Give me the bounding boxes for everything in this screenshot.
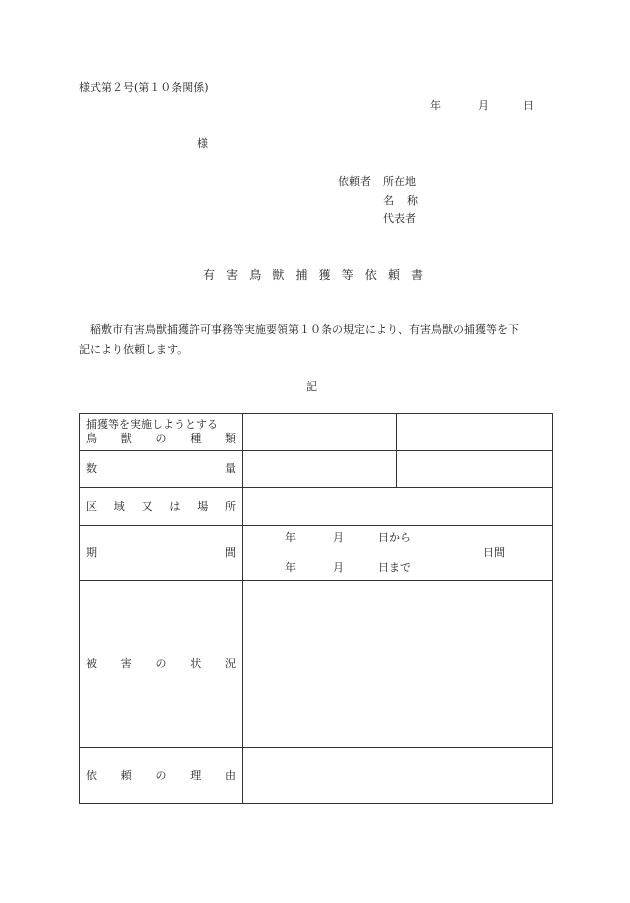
species-label-char: の [155,432,167,445]
reason-label-char: 頼 [120,768,132,782]
date-day: 日 [523,99,534,112]
species-label-char: 種 [190,432,202,445]
area-label-char: 場 [197,499,209,513]
area-row [80,488,553,526]
title-char: 獣 [272,268,285,282]
species-label-char: 獣 [120,432,132,445]
request-table [79,413,553,804]
damage-label-char: 状 [190,657,202,670]
period-to-year: 年 [285,561,296,574]
title-char: 鳥 [249,268,262,282]
quantity-label-char: 量 [225,462,236,475]
damage-label-char: 害 [120,657,132,670]
period-label [86,546,236,560]
quantity-value-cell-1[interactable] [243,451,397,488]
species-label-cell [80,414,243,451]
area-label-cell [80,488,243,526]
name-label-char: 名 [383,194,394,207]
title-char: 有 [203,268,216,282]
period-days: 日間 [483,546,505,559]
title-char: 捕 [295,268,308,282]
quantity-value-cell-2[interactable] [397,451,553,488]
area-label-char: は [169,499,181,513]
period-value-cell[interactable] [243,526,553,581]
period-label-char: 期 [86,546,97,559]
reason-label-cell [80,748,243,804]
ki-heading: 記 [306,380,317,393]
area-label-char: 又 [141,499,153,513]
period-label-cell [80,526,243,581]
title-char: 書 [410,268,423,282]
period-row [80,526,553,581]
addressee-suffix: 様 [197,137,208,150]
damage-label-char: 被 [86,657,97,670]
document-title [203,268,423,282]
species-label-char: 鳥 [86,432,97,445]
area-value-cell[interactable] [243,488,553,526]
period-from-year: 年 [285,531,296,544]
species-label-char: 類 [225,432,236,445]
reason-label-char: の [155,768,167,782]
damage-label-char: 況 [225,657,236,670]
period-to-month: 月 [333,561,344,574]
quantity-row [80,451,553,488]
reason-label [86,769,236,783]
title-char: 等 [341,268,354,282]
quantity-label-cell [80,451,243,488]
reason-value-cell[interactable] [243,748,553,804]
species-label-line2 [86,432,236,446]
species-value-cell-2[interactable] [397,414,553,451]
quantity-label-char: 数 [86,462,97,475]
reason-label-char: 依 [86,768,97,782]
quantity-label [86,462,236,476]
title-char: 頼 [387,268,400,282]
period-label-char: 間 [225,546,236,559]
name-label [383,194,418,208]
body-line-2: 記により依頼します。 [79,343,189,356]
name-label-char: 称 [407,194,418,207]
damage-label-char: の [155,657,167,670]
reason-label-char: 理 [190,768,202,782]
body-line-1: 稲敷市有害鳥獣捕獲許可事務等実施要領第１０条の規定により、有害鳥獣の捕獲等を下 [90,323,519,336]
title-char: 害 [226,268,239,282]
area-label-char: 所 [224,499,236,513]
period-to-day: 日まで [378,561,411,574]
species-row [80,414,553,451]
damage-value-cell[interactable] [243,581,553,748]
title-char: 獲 [318,268,331,282]
damage-row [80,581,553,748]
species-label-line1: 捕獲等を実施しようとする [86,418,218,431]
damage-label [86,657,236,671]
date-month: 月 [478,99,489,112]
damage-label-cell [80,581,243,748]
representative-label: 代表者 [383,212,416,225]
area-label [86,500,236,514]
date-year: 年 [430,99,441,112]
area-label-char: 区 [86,499,97,513]
address-label: 所在地 [383,175,416,188]
title-char: 依 [364,268,377,282]
area-label-char: 域 [113,499,125,513]
reason-label-char: 由 [225,768,236,782]
requester-label: 依頼者 [338,175,371,188]
species-value-cell-1[interactable] [243,414,397,451]
period-from-month: 月 [333,531,344,544]
reason-row [80,748,553,804]
form-number: 様式第２号(第１０条関係) [79,81,209,94]
period-from-day: 日から [378,531,411,544]
